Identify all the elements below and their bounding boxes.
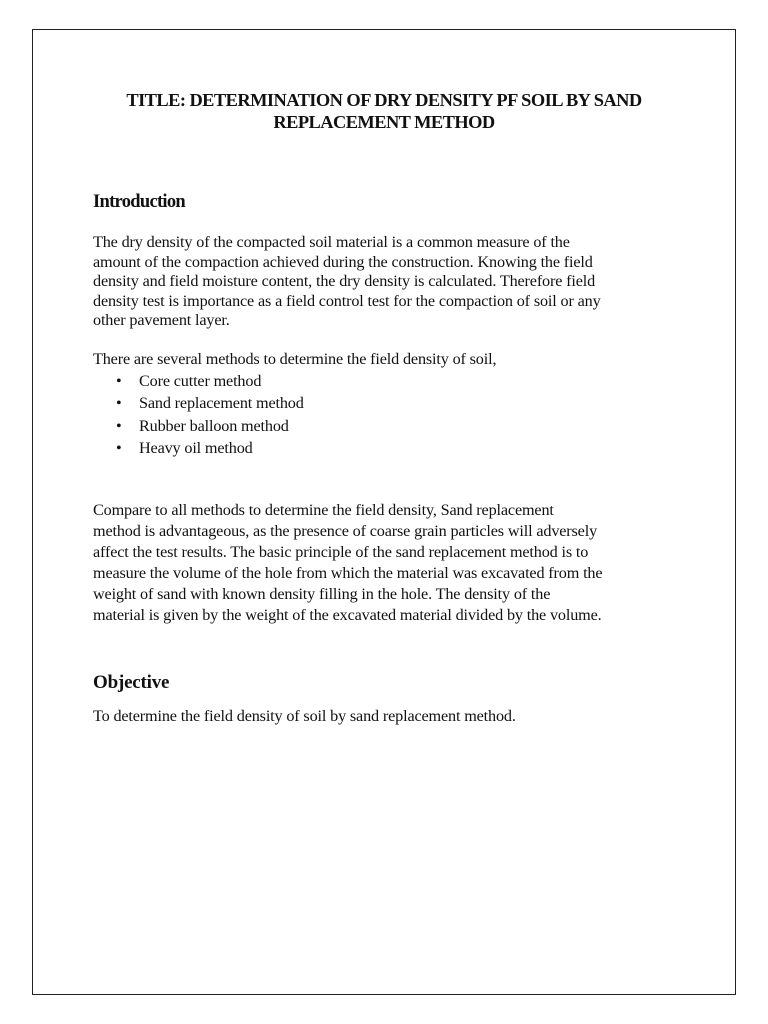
bullet-icon: • (116, 394, 122, 413)
bullet-icon: • (116, 372, 122, 390)
method-label: Heavy oil method (139, 438, 253, 457)
paragraph-line: measure the volume of the hole from which the material was excavated from the (93, 564, 603, 582)
paragraph-line: Compare to all methods to determine the field density, Sand replacement (93, 501, 554, 519)
method-label: Sand replacement method (139, 394, 304, 413)
document-title (60, 89, 708, 133)
paragraph-line: other pavement layer. (93, 311, 230, 329)
list-item (93, 415, 304, 437)
paragraph-line: The dry density of the compacted soil material is a common measure of the (93, 233, 570, 251)
list-item (93, 370, 304, 392)
methods-intro: There are several methods to determine the field density of soil, (93, 350, 497, 368)
paragraph-line: density test is importance as a field control test for the compaction of soil or any (93, 291, 601, 310)
title-line-1: TITLE: DETERMINATION OF DRY DENSITY PF SOIL BY SAND (126, 90, 642, 110)
methods-list (93, 370, 304, 459)
objective-heading: Objective (93, 672, 170, 693)
list-item (93, 437, 304, 459)
bullet-icon: • (116, 438, 122, 457)
title-line-2: REPLACEMENT METHOD (273, 112, 495, 132)
method-label: Core cutter method (139, 372, 262, 390)
paragraph-line: amount of the compaction achieved during the construction. Knowing the field (93, 252, 593, 271)
objective-text: To determine the field density of soil by sand replacement method. (93, 707, 516, 725)
introduction-paragraph (93, 233, 693, 331)
bullet-icon: • (116, 416, 122, 435)
introduction-heading: Introduction (93, 192, 186, 212)
paragraph-line: method is advantageous, as the presence of coarse grain particles will adversely (93, 522, 598, 540)
paragraph-line: density and field moisture content, the dry density is calculated. Therefore field (93, 272, 596, 290)
paragraph-line: affect the test results. The basic principle of the sand replacement method is to (93, 543, 589, 561)
list-item (93, 392, 304, 414)
method-label: Rubber balloon method (139, 416, 289, 435)
comparison-paragraph (93, 500, 693, 626)
paragraph-line: material is given by the weight of the excavated material divided by the volume. (93, 606, 602, 624)
paragraph-line: weight of sand with known density filling in the hole. The density of the (93, 585, 551, 603)
